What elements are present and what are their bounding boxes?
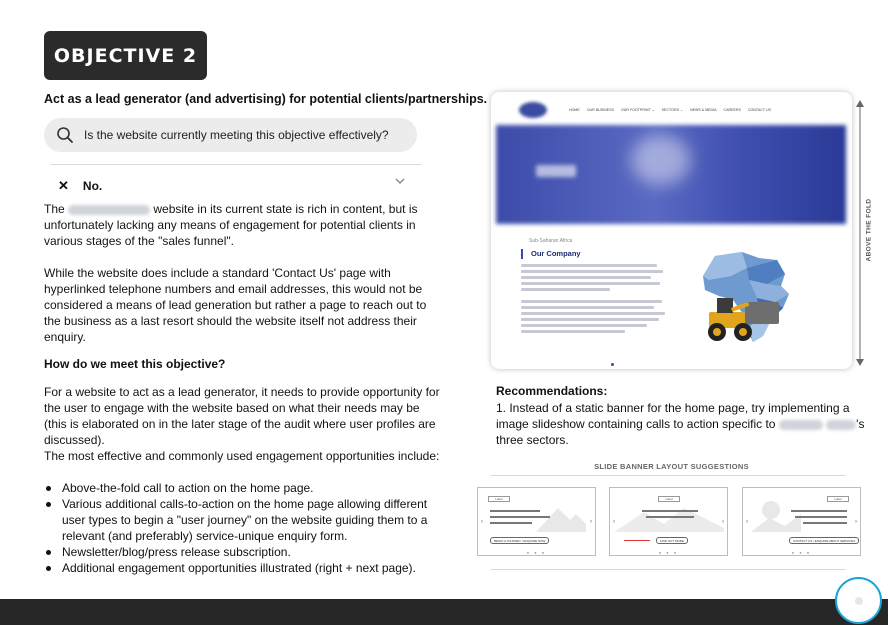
question-text: Is the website currently meeting this objective effectively? xyxy=(84,128,389,142)
preview-nav xyxy=(569,108,771,112)
africa-loader-illustration xyxy=(687,250,797,346)
cta-button: CONTACT US / ENQUIRE ABOUT SERVICES xyxy=(789,537,859,544)
nav-item: OUR BUSINESS xyxy=(586,108,614,112)
slide-tag: Label xyxy=(488,496,510,502)
list-item: Various additional calls-to-action on the home page allowing different user types to begin a "user journey" on the website guiding them to a relevant (and preferably) service-unique enquiry form. xyxy=(44,496,444,544)
engagement-list xyxy=(44,480,444,576)
list-item: Newsletter/blog/press release subscription. xyxy=(44,544,444,560)
close-icon: ✕ xyxy=(58,178,69,193)
paragraph-lead-generator: For a website to act as a lead generator, it needs to provide opportunity for the user to engage with the website based on what their needs may be (this is elaborated on in the later stage of the audit where user profiles are discussed). xyxy=(44,385,440,447)
list-item: Additional engagement opportunities illustrated (right + next page). xyxy=(44,560,444,576)
image-placeholder-icon xyxy=(751,498,801,532)
list-item: Above-the-fold call to action on the home page. xyxy=(44,480,444,496)
banner-glow xyxy=(631,135,691,185)
nav-item: CAREERS xyxy=(723,108,741,112)
footer-bar xyxy=(0,599,888,625)
chevron-left-icon: ‹ xyxy=(481,519,483,525)
nav-item: NEWS & MEDIA xyxy=(689,108,717,112)
page-indicator xyxy=(611,363,614,366)
chevron-down-icon[interactable] xyxy=(394,176,406,186)
region-label: Sub-Saharan Africa xyxy=(529,238,573,244)
section-heading: How do we meet this objective? xyxy=(44,357,226,371)
annotation-arrow xyxy=(624,540,650,541)
answer-row[interactable] xyxy=(58,178,102,194)
redacted-company-name xyxy=(826,420,856,430)
nav-item: HOME xyxy=(569,108,580,112)
chevron-right-icon: › xyxy=(855,519,857,525)
recommendations-heading: Recommendations: xyxy=(496,384,608,398)
chevron-left-icon: ‹ xyxy=(746,519,748,525)
answer-text: No. xyxy=(82,179,103,193)
nav-item: OUR FOOTPRINT ⌄ xyxy=(620,108,655,112)
redacted-company-name xyxy=(68,205,150,215)
slide-mockup xyxy=(609,487,728,556)
paragraph-contact: While the website does include a standard 'Contact Us' page with hyperlinked telephone numbers and email addresses, this would not be considered a means of lead generation but rather a page to reach out to the business as a last resort should the website itself not address their enquiry. xyxy=(44,266,427,344)
divider xyxy=(50,164,422,165)
banner-button xyxy=(536,165,576,177)
body-text-lines xyxy=(521,264,669,336)
paragraph-intro: The website in its current state is rich in content, but is unfortunately lacking any means of engagement for potential clients in various stages of the "sales funnel". xyxy=(44,202,418,248)
carousel-dots: ● ● ● xyxy=(526,550,547,555)
cta-button: FIND OUT MORE xyxy=(656,537,688,544)
fold-label: ABOVE THE FOLD xyxy=(865,198,873,262)
dot-icon xyxy=(855,597,863,605)
website-preview xyxy=(491,92,852,369)
chevron-right-icon: › xyxy=(590,519,592,525)
slide-tag: Label xyxy=(658,496,680,502)
section-title: Our Company xyxy=(531,249,581,258)
objective-badge: OBJECTIVE 2 xyxy=(44,31,207,80)
nav-item: CONTACT US xyxy=(747,108,771,112)
logo xyxy=(519,102,547,118)
double-arrow-icon xyxy=(855,100,865,366)
slide-tag: Label xyxy=(827,496,849,502)
cta-button: BEGIN A JOURNEY / ENQUIRE NOW xyxy=(490,537,549,544)
divider xyxy=(491,475,846,476)
hero-banner xyxy=(496,125,846,224)
floating-action-button[interactable] xyxy=(835,577,882,624)
slide-mockup xyxy=(477,487,596,556)
objective-statement: Act as a lead generator (and advertising) for potential clients/partnerships. xyxy=(44,92,488,106)
chevron-right-icon: › xyxy=(722,519,724,525)
accent-bar xyxy=(521,249,523,259)
question-bar[interactable] xyxy=(44,118,417,152)
recommendations-text: 1. Instead of a static banner for the home page, try implementing a image slideshow containing calls to action specific to 's three sectors. xyxy=(496,401,865,447)
redacted-company-name xyxy=(779,420,823,430)
nav-item: SECTORS ⌄ xyxy=(661,108,683,112)
slide-mockup xyxy=(742,487,861,556)
divider xyxy=(491,569,846,570)
slide-suggestions-heading: SLIDE BANNER LAYOUT SUGGESTIONS xyxy=(594,462,749,471)
paragraph-engagement: The most effective and commonly used engagement opportunities include: xyxy=(44,449,440,463)
search-icon xyxy=(56,126,74,144)
carousel-dots: ● ● ● xyxy=(658,550,679,555)
chevron-left-icon: ‹ xyxy=(613,519,615,525)
carousel-dots: ● ● ● xyxy=(791,550,812,555)
